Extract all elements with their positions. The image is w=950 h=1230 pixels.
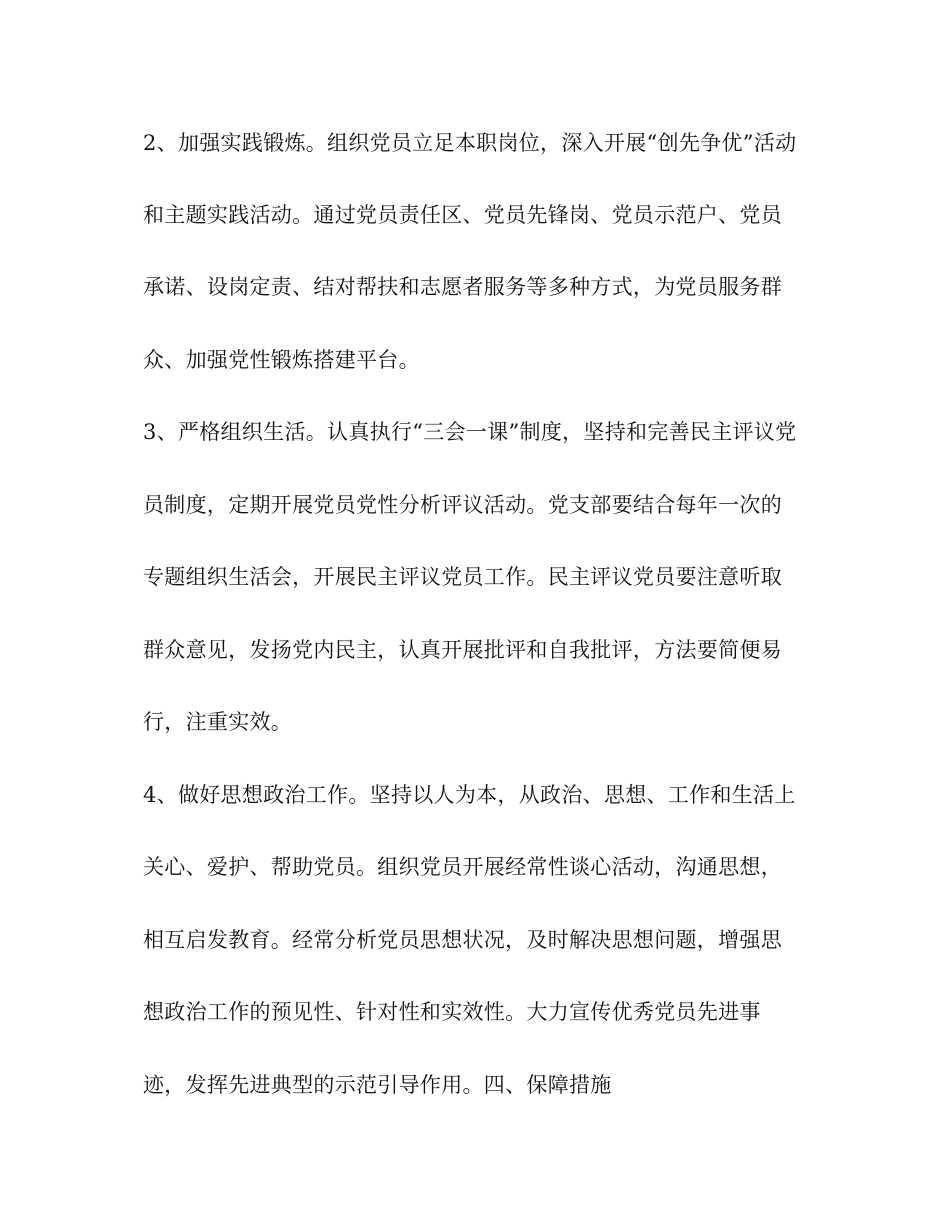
text-line: 迹，发挥先进典型的示范引导作用。四、保障措施 — [143, 1073, 612, 1097]
text-line: 群众意见，发扬党内民主，认真开展批评和自我批评，方法要简便易 — [143, 638, 782, 662]
text-line: 行，注重实效。 — [143, 710, 293, 734]
text-line: 4、做好思想政治工作。坚持以人为本，从政治、思想、工作和生活上 — [143, 783, 796, 807]
text-line: 想政治工作的预见性、针对性和实效性。大力宣传优秀党员先进事 — [143, 1000, 761, 1024]
text-line: 员制度，定期开展党员党性分析评议活动。党支部要结合每年一次的 — [143, 493, 782, 517]
text-line: 众、加强党性锻炼搭建平台。 — [143, 348, 420, 372]
text-line: 承诺、设岗定责、结对帮扶和志愿者服务等多种方式，为党员服务群 — [143, 275, 782, 299]
text-line: 2、加强实践锻炼。组织党员立足本职岗位，深入开展“创先争优”活动 — [143, 131, 797, 155]
text-line: 专题组织生活会，开展民主评议党员工作。民主评议党员要注意听取 — [143, 565, 782, 589]
text-line: 相互启发教育。经常分析党员思想状况，及时解决思想问题，增强思 — [143, 928, 782, 952]
text-line: 3、严格组织生活。认真执行“三会一课”制度，坚持和完善民主评议党 — [143, 420, 797, 444]
text-line: 关心、爱护、帮助党员。组织党员开展经常性谈心活动，沟通思想， — [143, 855, 782, 879]
text-line: 和主题实践活动。通过党员责任区、党员先锋岗、党员示范户、党员 — [143, 203, 782, 227]
